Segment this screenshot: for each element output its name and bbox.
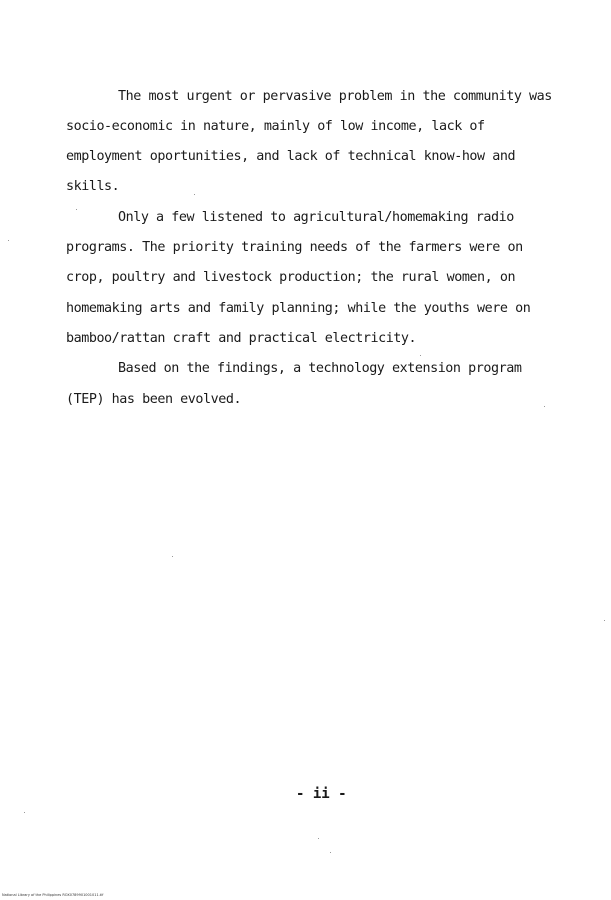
paragraph-1-line-2: socio-economic in nature, mainly of low income, lack of (66, 119, 485, 134)
paragraph-3-line-2: (TEP) has been evolved. (66, 392, 242, 407)
paragraph-2-line-3: crop, poultry and livestock production; the rural women, on (66, 270, 516, 285)
paragraph-2-line-4: homemaking arts and family planning; while the youths were on (66, 301, 531, 316)
scan-speck (318, 838, 319, 839)
scan-speck (330, 852, 331, 853)
paragraph-1-line-3: employment oportunities, and lack of technical know-how and (66, 149, 516, 164)
paragraph-2-line-2: programs. The priority training needs of the farmers were on (66, 240, 523, 255)
scan-speck (194, 194, 195, 195)
paragraph-3-line-1: Based on the findings, a technology extension program (118, 361, 522, 376)
paragraph-2-line-1: Only a few listened to agricultural/homemaking radio (118, 210, 514, 225)
scan-speck (172, 556, 173, 557)
page-number: - ii - (296, 786, 347, 802)
scan-speck (24, 812, 25, 813)
scan-footer-note: National Library of the Philippines ROX0789901001011.tif (2, 893, 104, 897)
scan-speck (420, 355, 421, 356)
scan-speck (544, 406, 545, 407)
paragraph-2-line-5: bamboo/rattan craft and practical electricity. (66, 331, 417, 346)
scan-speck (76, 209, 77, 210)
paragraph-1-line-1: The most urgent or pervasive problem in the community was (118, 89, 552, 104)
scan-speck (604, 620, 605, 621)
paragraph-1-line-4: skills. (66, 179, 120, 194)
scan-speck (8, 240, 9, 241)
